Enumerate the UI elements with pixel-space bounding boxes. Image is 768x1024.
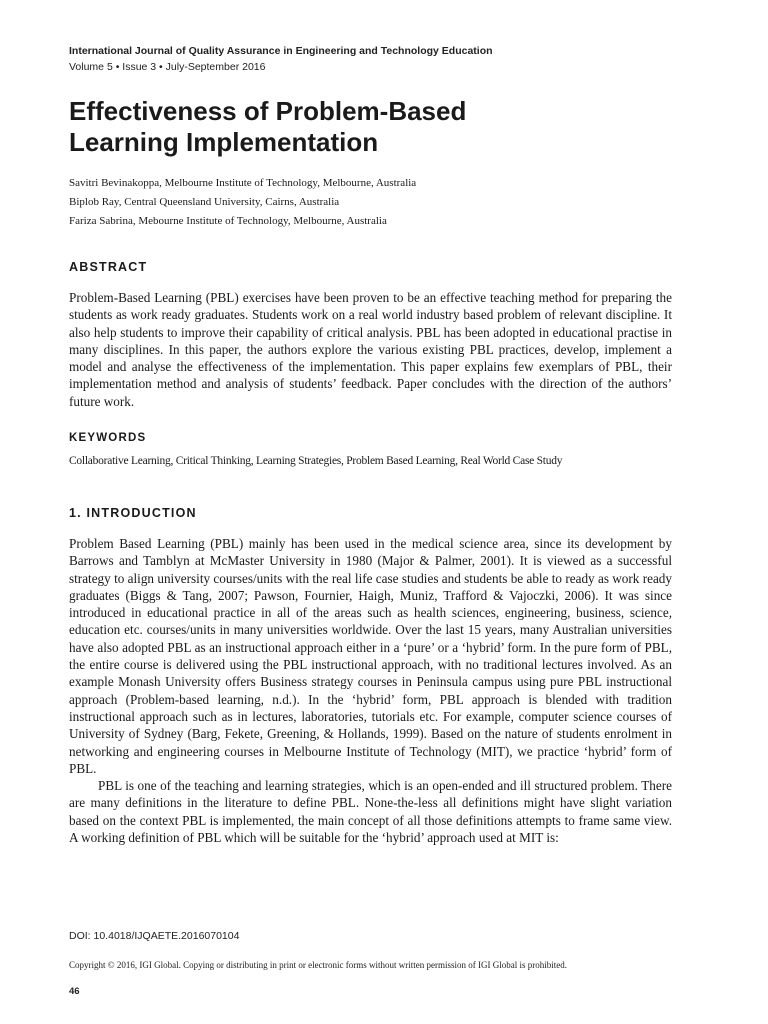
doi-link[interactable]: DOI: 10.4018/IJQAETE.2016070104 (69, 930, 240, 942)
author-affiliation: Savitri Bevinakoppa, Melbourne Institute of Technology, Melbourne, Australia (69, 177, 417, 189)
journal-name: International Journal of Quality Assurance in Engineering and Technology Education (69, 45, 493, 57)
abstract-text (69, 289, 672, 410)
introduction-heading: 1. INTRODUCTION (69, 506, 197, 520)
abstract-heading: ABSTRACT (69, 260, 148, 274)
keywords-heading: KEYWORDS (69, 432, 147, 444)
keywords-list: Collaborative Learning, Critical Thinking, Learning Strategies, Problem Based Learning, Real World Case Study (69, 455, 563, 467)
introduction-paragraph-1: Problem Based Learning (PBL) mainly has been used in the medical science area, since its development by Barrows and Tamblyn at McMaster University in 1980 (Major & Palmer, 2001). It is viewed as a successful strategy to align university courses/units with the real life case studies and students be able to ready as work ready graduates (Biggs & Tang, 2007; Pawson, Fournier, Haigh, Muniz, Trafford & Vajoczki, 2006). It was since introduced in educational practice in all of the areas such as health sciences, engineering, business, science, education etc. courses/units in many universities worldwide. Over the last 15 years, many Australian universities have also adopted PBL as an instructional approach either in a ‘pure’ or a ‘hybrid’ form. In the pure form of PBL, the entire course is delivered using the PBL instructional approach, with no traditional lectures involved. As an example Monash University offers Business strategy courses in Peninsula campus using pure PBL instructional approach (Problem-based learning, n.d.). In the ‘hybrid’ form, PBL approach is blended with tradition instructional approach such as in lectures, laboratories, tutorials etc. For example, computer science courses of University of Sydney (Barg, Fekete, Greening, & Hollands, 1999). Based on the nature of students enrolment in networking and engineering courses in Melbourne Institute of Technology (MIT), we practice ‘hybrid’ form of PBL. (69, 536, 672, 776)
author-affiliation: Biplob Ray, Central Queensland University, Cairns, Australia (69, 196, 340, 208)
volume-issue: Volume 5 • Issue 3 • July-September 2016 (69, 61, 266, 73)
title-line-1: Effectiveness of Problem-Based (69, 96, 467, 126)
author-list (69, 174, 416, 231)
abstract-paragraph: Problem-Based Learning (PBL) exercises have been proven to be an effective teaching method for preparing the students as work ready graduates. Students work on a real world industry based problem of relevant discipline. It also help students to improve their capability of critical analysis. PBL has been adopted in educational practise in many disciplines. In this paper, the authors explore the various existing PBL practices, develop, implement a model and analyse the effectiveness of the implementation. This paper explains few exemplars of PBL, their implementation method and analysis of students’ feedback. Paper concludes with the direction of the authors’ future work. (69, 290, 672, 409)
introduction-text (69, 535, 672, 846)
author-affiliation: Fariza Sabrina, Mebourne Institute of Technology, Melbourne, Australia (69, 215, 387, 227)
copyright-notice: Copyright © 2016, IGI Global. Copying or distributing in print or electronic forms without written permission of IGI Global is prohibited. (69, 960, 568, 970)
article-title (69, 96, 466, 158)
page-number: 46 (69, 986, 80, 997)
introduction-paragraph-2: PBL is one of the teaching and learning strategies, which is an open-ended and ill structured problem. There are many definitions in the literature to define PBL. None-the-less all definitions might have slight variation based on the context PBL is implemented, the main concept of all those definitions attempts to frame same view. A working definition of PBL which will be suitable for the ‘hybrid’ approach used at MIT is: (69, 778, 672, 846)
title-line-2: Learning Implementation (69, 127, 379, 157)
